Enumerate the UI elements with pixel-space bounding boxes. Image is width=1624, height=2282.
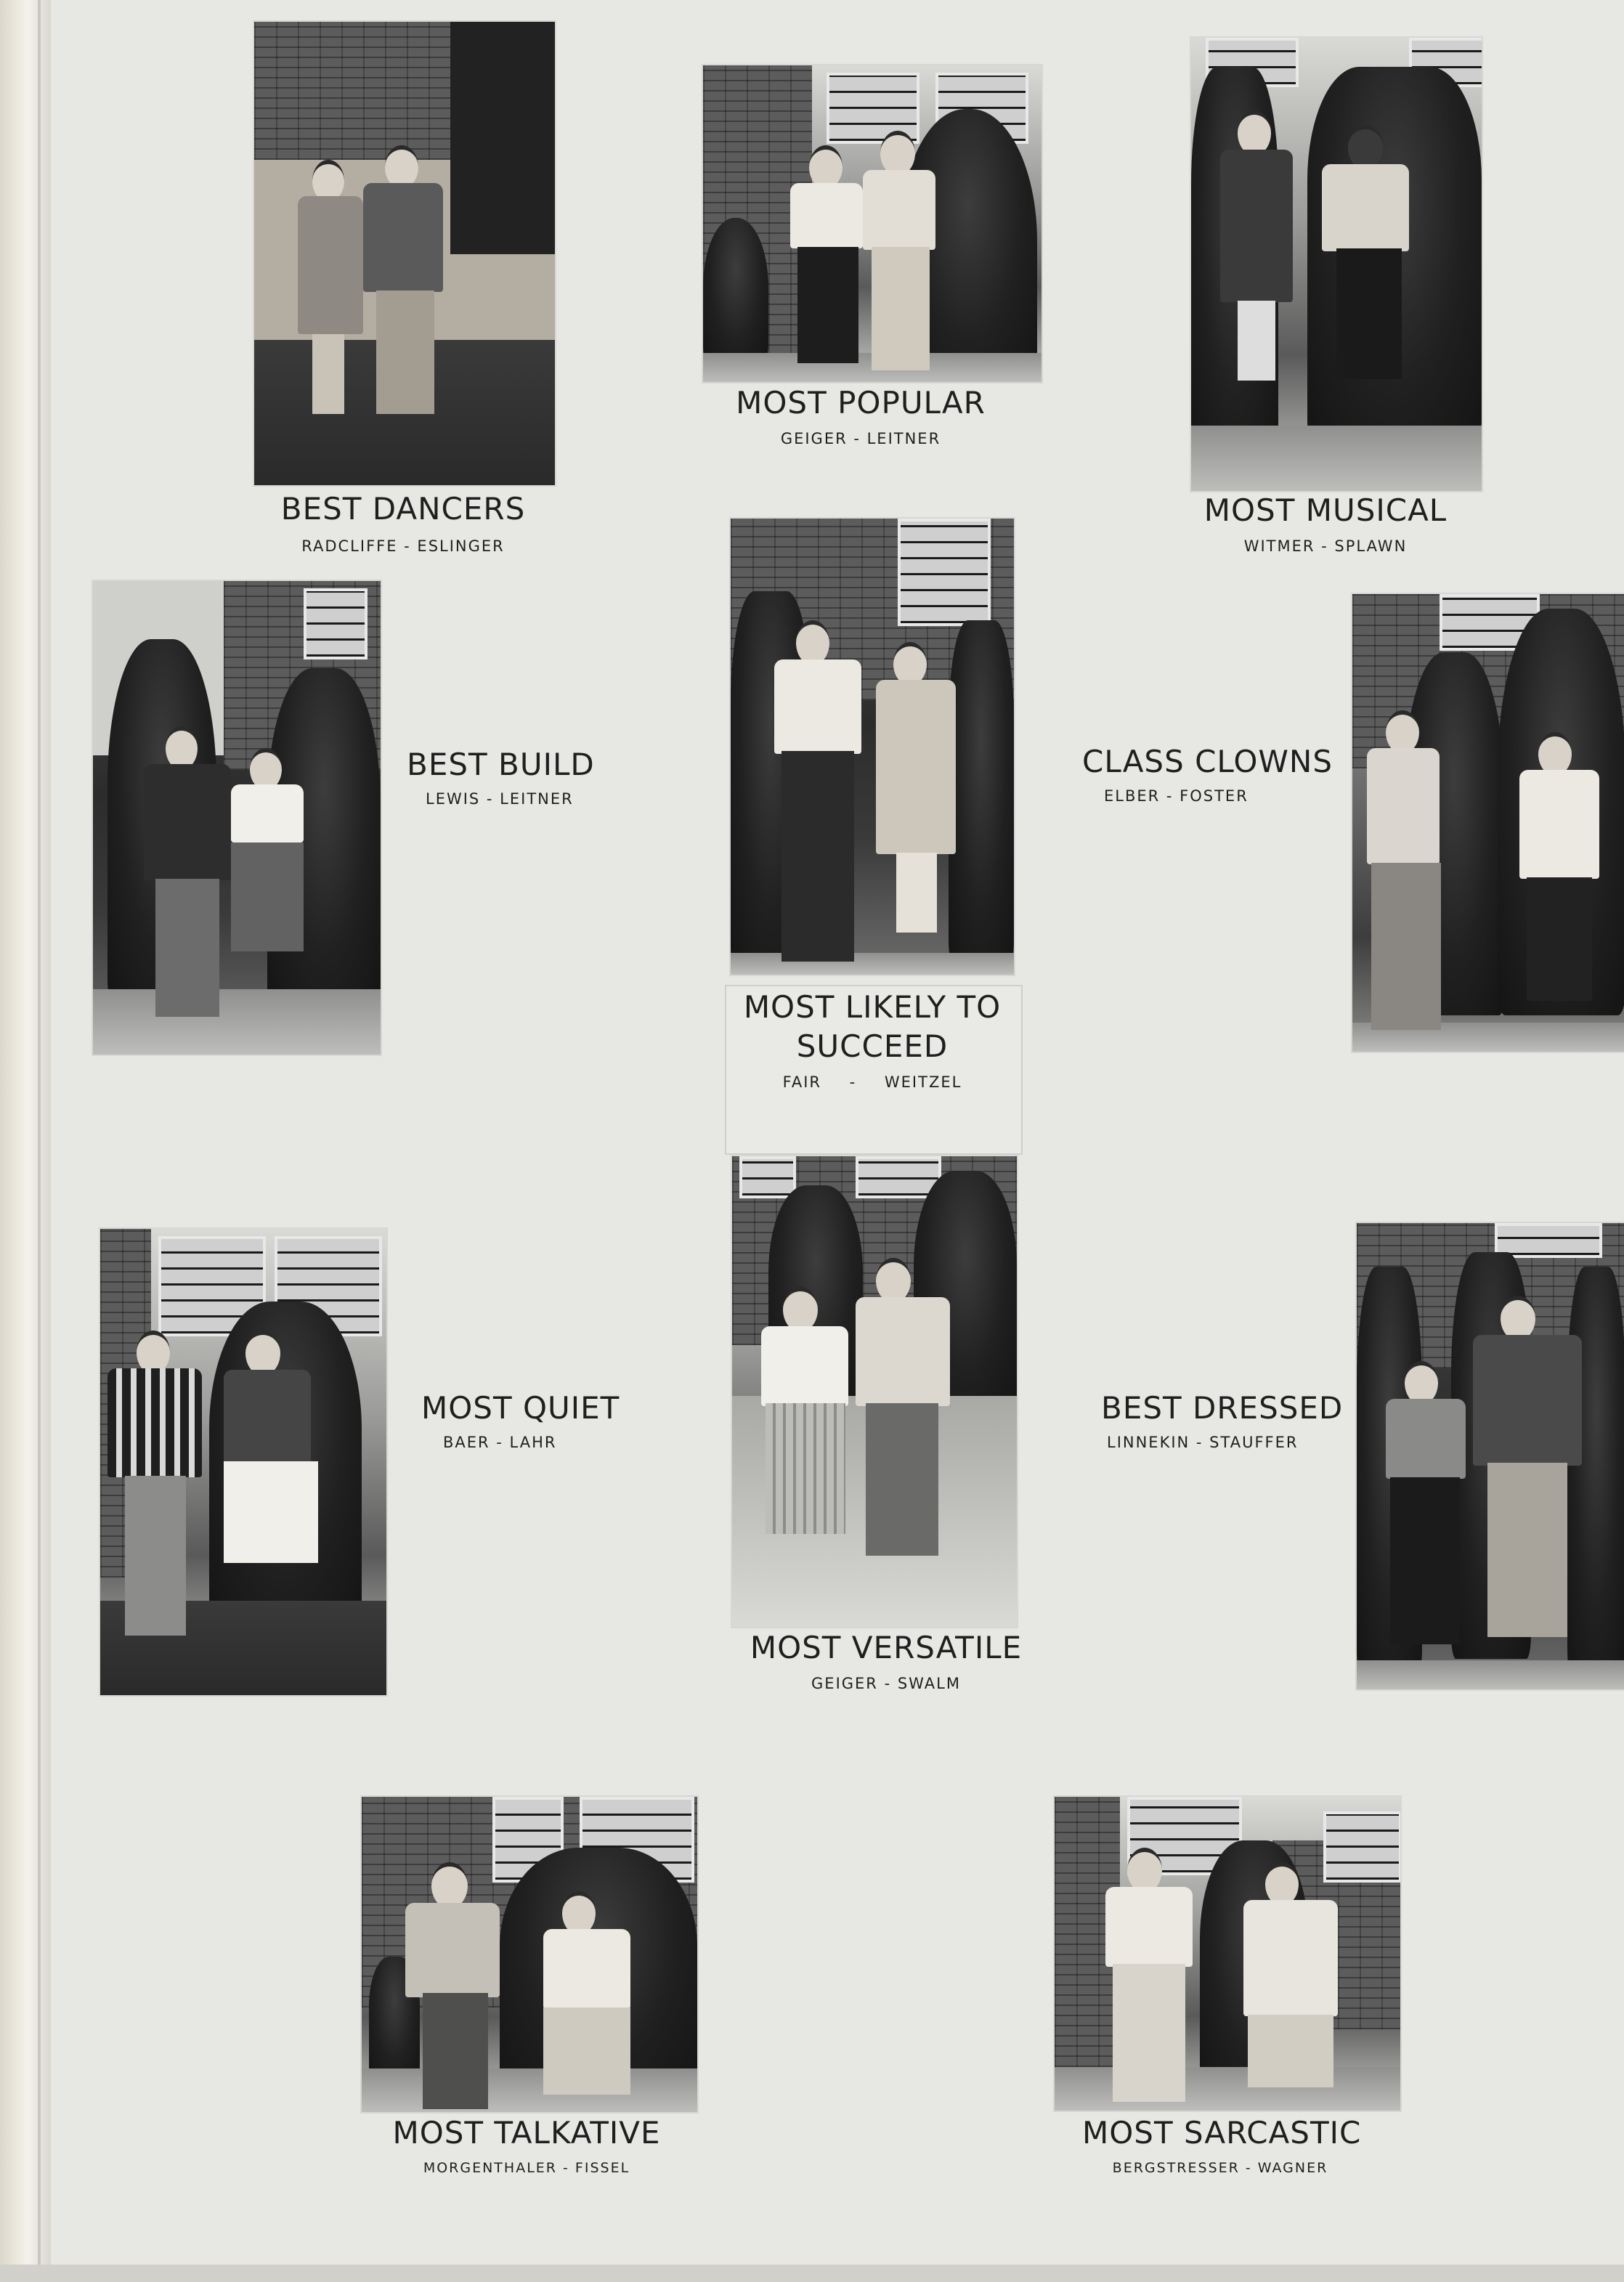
award-names: WITMER - SPLAWN xyxy=(1243,537,1408,555)
award-names: FAIR - WEITZEL xyxy=(782,1073,962,1091)
award-names: RADCLIFFE - ESLINGER xyxy=(301,537,505,555)
award-names: ELBER - FOSTER xyxy=(1104,787,1249,805)
binding-crease xyxy=(38,0,41,2282)
award-names: BERGSTRESSER - WAGNER xyxy=(1112,2160,1328,2176)
award-title-line2: SUCCEED xyxy=(796,1028,949,1064)
photo-most-popular xyxy=(702,64,1043,383)
award-title: MOST VERSATILE xyxy=(750,1630,1023,1665)
award-title: MOST QUIET xyxy=(421,1390,620,1426)
award-title: MOST MUSICAL xyxy=(1203,492,1448,528)
award-title: CLASS CLOWNS xyxy=(1082,744,1333,779)
award-names: BAER - LAHR xyxy=(443,1434,557,1451)
award-title: MOST SARCASTIC xyxy=(1082,2115,1362,2151)
award-names: GEIGER - SWALM xyxy=(811,1675,961,1692)
page-bottom-edge xyxy=(0,2265,1624,2282)
award-title: MOST TALKATIVE xyxy=(392,2115,661,2151)
photo-most-quiet xyxy=(99,1227,388,1697)
photo-class-clowns xyxy=(1351,593,1624,1053)
photo-most-musical xyxy=(1190,36,1483,492)
photo-most-talkative xyxy=(360,1795,699,2114)
award-names: LINNEKIN - STAUFFER xyxy=(1107,1434,1299,1451)
photo-best-dressed xyxy=(1355,1222,1624,1691)
photo-most-likely-to-succeed xyxy=(729,517,1015,976)
page-binding xyxy=(0,0,51,2282)
photo-most-versatile xyxy=(731,1155,1018,1628)
award-title: BEST BUILD xyxy=(407,747,595,782)
award-title: MOST POPULAR xyxy=(736,385,986,421)
award-names: MORGENTHALER - FISSEL xyxy=(423,2160,630,2176)
award-names: LEWIS - LEITNER xyxy=(426,790,574,808)
photo-best-dancers xyxy=(253,20,556,487)
photo-best-build xyxy=(92,580,382,1056)
award-title: BEST DRESSED xyxy=(1101,1390,1344,1426)
award-title: BEST DANCERS xyxy=(280,491,526,527)
award-names: GEIGER - LEITNER xyxy=(780,430,941,447)
award-title-line1: MOST LIKELY TO xyxy=(743,989,1002,1025)
photo-most-sarcastic xyxy=(1053,1795,1402,2112)
